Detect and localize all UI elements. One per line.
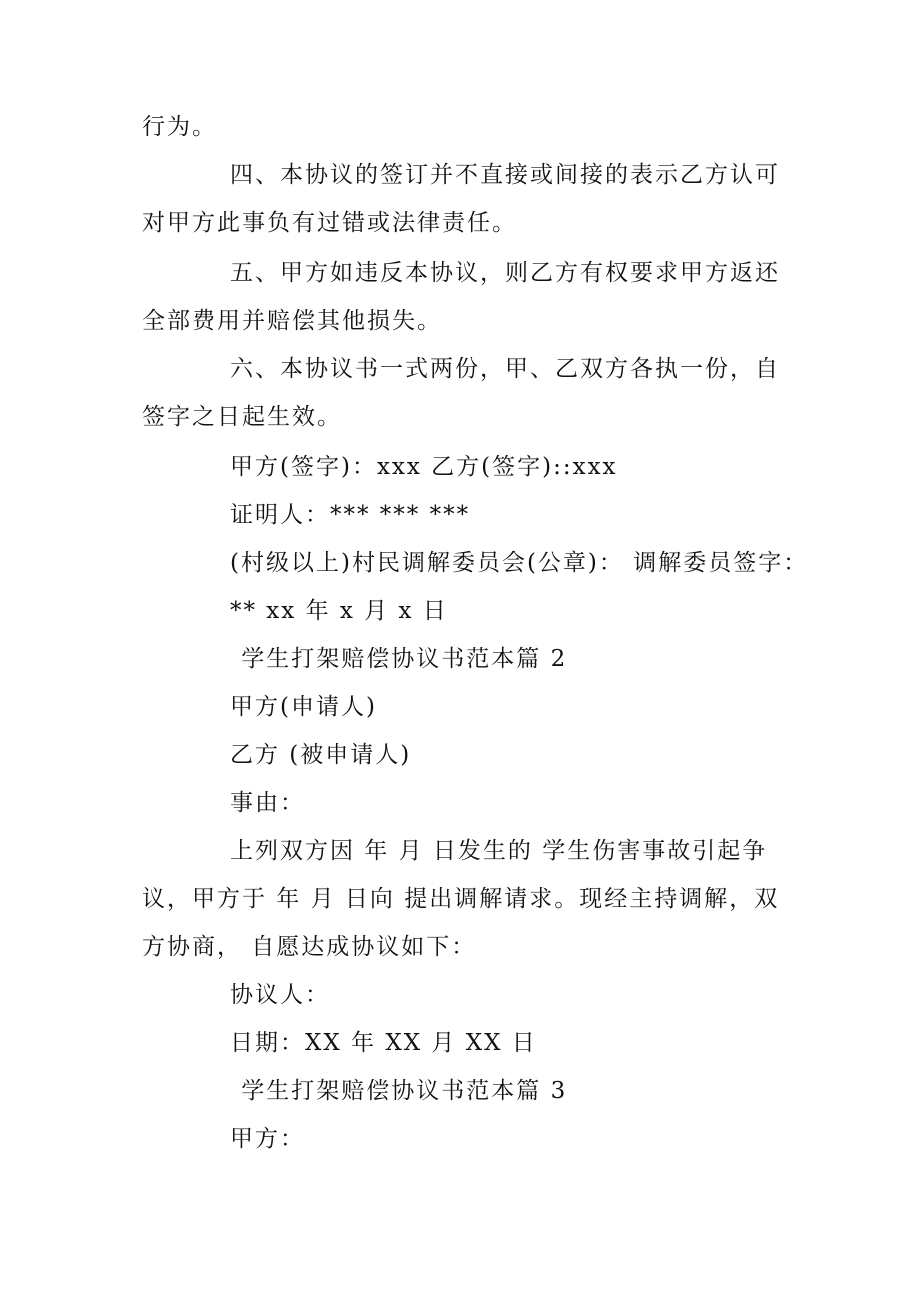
reason-label: 事由： <box>230 790 305 816</box>
clause-6-continued: 签字之日起生效。 <box>142 404 342 430</box>
incident-paragraph: 上列双方因 年 月 日发生的 学生伤害事故引起争 <box>230 838 768 864</box>
signatory-label: 协议人： <box>230 982 330 1008</box>
clause-4: 四、本协议的签订并不直接或间接的表示乙方认可 <box>230 162 780 188</box>
witness-line: 证明人：*** *** *** <box>230 502 471 528</box>
party-b-respondent: 乙方 (被申请人) <box>230 742 412 768</box>
clause-5: 五、甲方如违反本协议，则乙方有权要求甲方返还 <box>230 260 780 286</box>
date-line: ** xx 年 x 月 x 日 <box>230 598 448 624</box>
clause-6: 六、本协议书一式两份，甲、乙双方各执一份，自 <box>230 356 780 382</box>
party-a-applicant: 甲方(申请人) <box>230 694 377 720</box>
incident-paragraph-continued-2: 方协商， 自愿达成协议如下： <box>142 934 477 960</box>
section-heading-3: 学生打架赔偿协议书范本篇 3 <box>232 1078 568 1104</box>
party-signatures: 甲方(签字)：xxx 乙方(签字)::xxx <box>230 454 618 480</box>
party-a-label: 甲方： <box>230 1126 305 1152</box>
text-line-conduct: 行为。 <box>142 114 217 140</box>
clause-5-continued: 全部费用并赔偿其他损失。 <box>142 308 442 334</box>
incident-paragraph-continued-1: 议，甲方于 年 月 日向 提出调解请求。现经主持调解，双 <box>142 886 780 912</box>
mediation-committee-line: (村级以上)村民调解委员会(公章)： 调解委员签字： <box>230 550 809 576</box>
section-heading-2: 学生打架赔偿协议书范本篇 2 <box>232 646 568 672</box>
clause-4-continued: 对甲方此事负有过错或法律责任。 <box>142 210 517 236</box>
date-field: 日期：XX 年 XX 月 XX 日 <box>230 1030 537 1056</box>
